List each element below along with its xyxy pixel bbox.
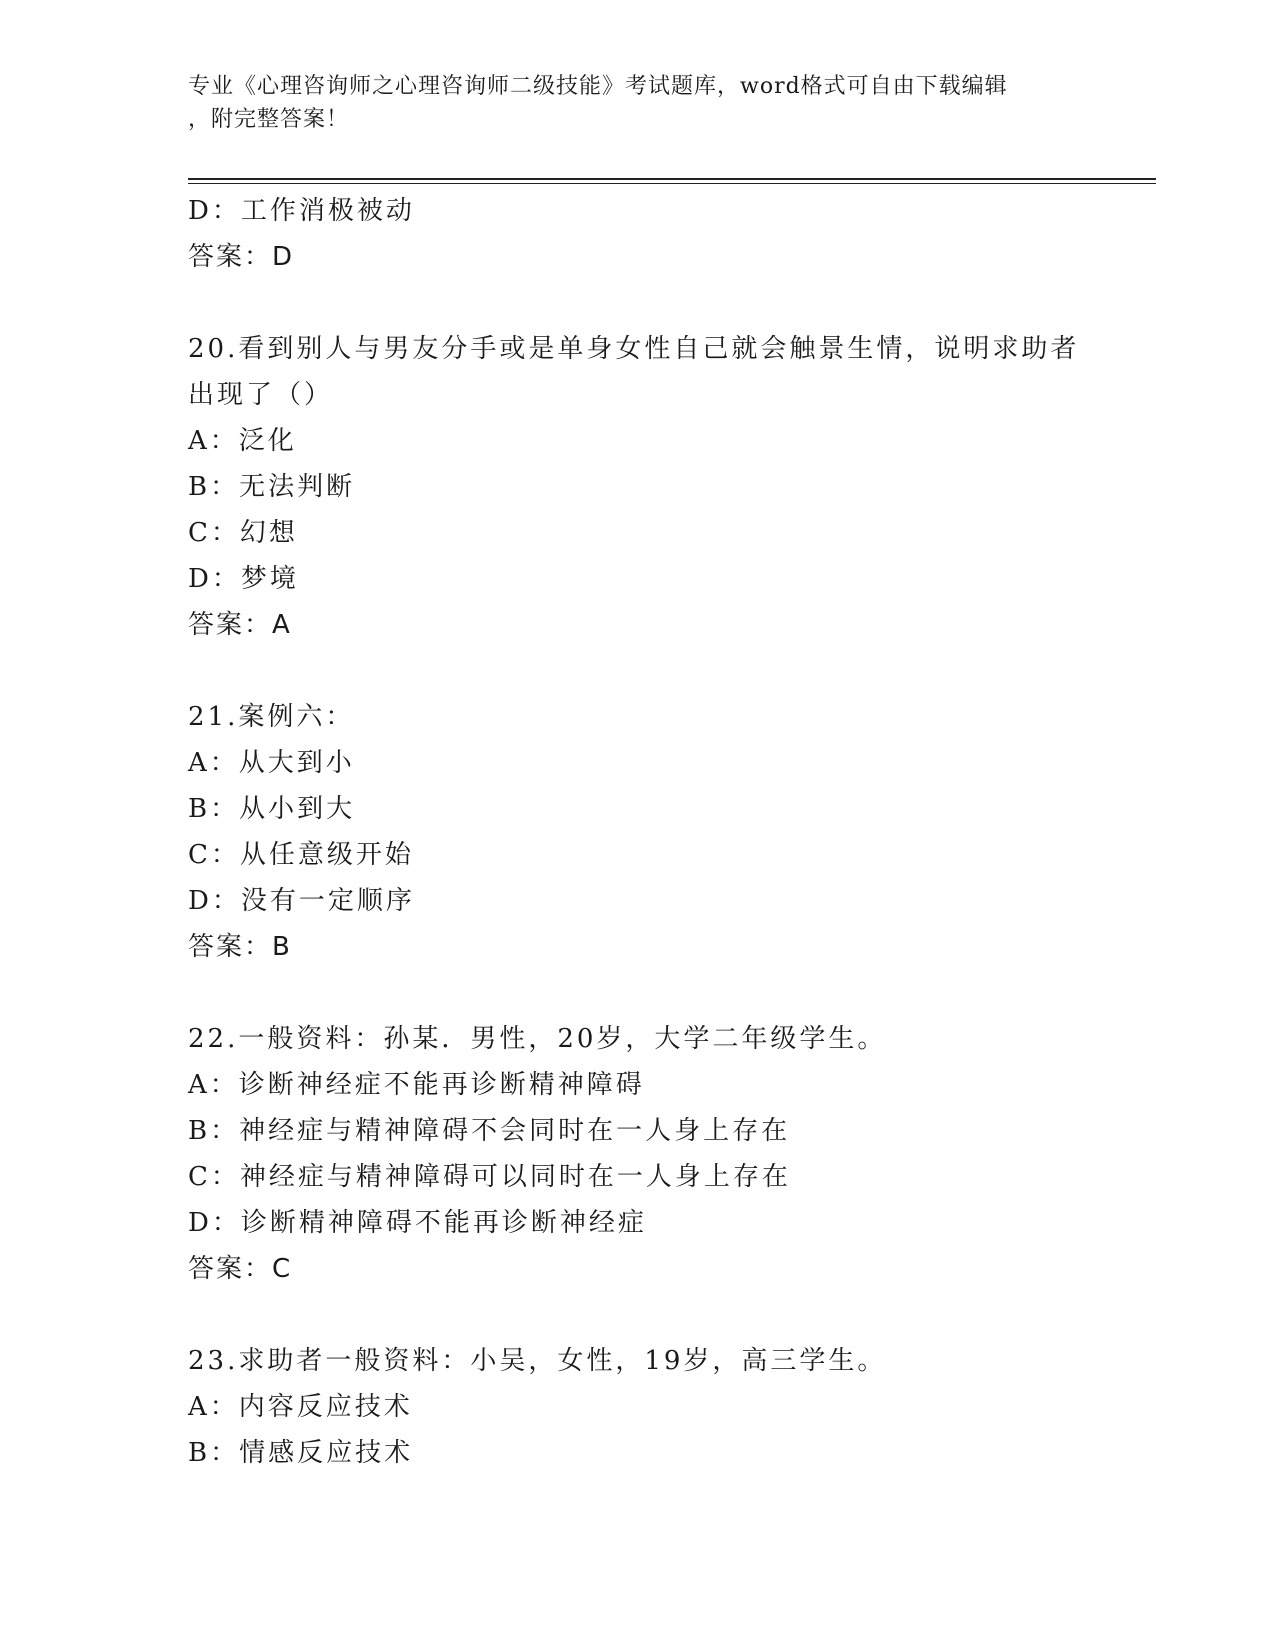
document-header	[188, 70, 1088, 136]
option-line: A：诊断神经症不能再诊断精神障碍	[188, 1070, 645, 1100]
answer-line: 答案：B	[188, 932, 292, 962]
header-title-line-1: 专业《心理咨询师之心理咨询师二级技能》考试题库，word格式可自由下载编辑	[188, 74, 1008, 99]
header-divider-thin	[188, 183, 1156, 184]
block-spacer	[188, 970, 1128, 1016]
answer-line: 答案：D	[188, 242, 295, 272]
answer-line: 答案：C	[188, 1254, 293, 1284]
option-line: C：神经症与精神障碍可以同时在一人身上存在	[188, 1162, 791, 1192]
option-line: B：神经症与精神障碍不会同时在一人身上存在	[188, 1116, 791, 1146]
block-spacer	[188, 280, 1128, 326]
answer-line: 答案：A	[188, 610, 292, 640]
option-line: D：工作消极被动	[188, 196, 415, 226]
option-line: C：幻想	[188, 518, 298, 548]
question-stem-line: 22.一般资料：孙某．男性，20岁，大学二年级学生。	[188, 1024, 887, 1054]
option-line: C：从任意级开始	[188, 840, 414, 870]
question-stem-line: 21.案例六：	[188, 702, 355, 732]
question-stem	[188, 1338, 1128, 1384]
option-line: D：诊断精神障碍不能再诊断神经症	[188, 1208, 647, 1238]
question-stem	[188, 1016, 1128, 1062]
option-line: B：情感反应技术	[188, 1438, 414, 1468]
block-spacer	[188, 1292, 1128, 1338]
question-stem-line: 20.看到别人与男友分手或是单身女性自己就会触景生情，说明求助者	[188, 334, 1080, 364]
question-stem-line: 23.求助者一般资料：小吴，女性，19岁，高三学生。	[188, 1346, 887, 1376]
question-stem	[188, 694, 1128, 740]
option-line: A：内容反应技术	[188, 1392, 413, 1422]
option-line: A：从大到小	[188, 748, 355, 778]
header-title-line-2: ，附完整答案！	[188, 107, 350, 132]
option-line: B：从小到大	[188, 794, 356, 824]
option-line: B：无法判断	[188, 472, 356, 502]
option-line: A：泛化	[188, 426, 297, 456]
question-stem	[188, 326, 1128, 418]
question-list	[188, 188, 1128, 1476]
option-line: D：没有一定顺序	[188, 886, 415, 916]
question-stem-line: 出现了（）	[188, 380, 334, 410]
header-divider-thick	[188, 178, 1156, 180]
option-line: D：梦境	[188, 564, 299, 594]
block-spacer	[188, 648, 1128, 694]
